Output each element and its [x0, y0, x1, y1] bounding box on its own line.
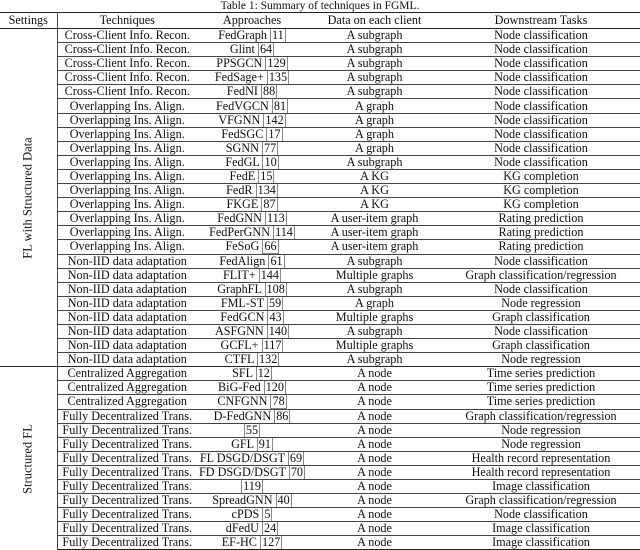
header-approaches: Approaches: [197, 13, 307, 29]
technique-cell: Centralized Aggregation: [57, 381, 197, 395]
summary-table: [0, 12, 640, 550]
approach-name: FedGCN: [220, 310, 265, 324]
data-cell: A subgraph: [307, 324, 442, 338]
citation-link[interactable]: 5: [264, 507, 271, 522]
technique-cell: Overlapping Ins. Align.: [57, 212, 197, 226]
approach-cell: [197, 465, 307, 479]
data-cell: A node: [307, 494, 442, 508]
approach-cell: [197, 155, 307, 169]
approach-cell: [197, 240, 307, 254]
citation-link[interactable]: 120: [265, 380, 284, 395]
table-row: [0, 339, 640, 353]
data-cell: A subgraph: [307, 155, 442, 169]
data-cell: A user-item graph: [307, 212, 442, 226]
approach-name: FedGraph: [218, 28, 267, 43]
approach-name: CTFL: [224, 352, 254, 367]
technique-cell: Overlapping Ins. Align.: [57, 113, 197, 127]
approach-name: PPSGCN: [216, 56, 263, 71]
data-cell: A node: [307, 480, 442, 494]
technique-cell: Centralized Aggregation: [57, 367, 197, 381]
approach-cell: [197, 127, 307, 141]
citation-link[interactable]: 59: [268, 296, 282, 310]
approach-name: GFL: [231, 437, 254, 451]
approach-name: FedNI: [226, 84, 258, 99]
data-cell: A user-item graph: [307, 240, 442, 254]
approach-name: D-FedGNN: [213, 409, 272, 423]
task-cell: Rating prediction: [442, 212, 640, 226]
approach-name: FeSoG: [225, 239, 260, 254]
task-cell: Graph classification: [442, 310, 640, 324]
technique-cell: Fully Decentralized Trans.: [57, 437, 197, 451]
citation-link[interactable]: 77: [264, 141, 277, 155]
citation-link[interactable]: 140: [268, 324, 288, 339]
table-row: [0, 169, 640, 183]
data-cell: A node: [307, 508, 442, 522]
header-tasks: Downstream Tasks: [442, 13, 640, 29]
task-cell: Node classification: [442, 254, 640, 268]
task-cell: Graph classification: [442, 339, 640, 353]
data-cell: A graph: [307, 127, 442, 141]
technique-cell: Non-IID data adaptation: [57, 339, 197, 353]
data-cell: A subgraph: [307, 353, 442, 367]
data-cell: A graph: [307, 113, 442, 127]
approach-cell: [197, 57, 307, 71]
approach-name: FedAlign: [219, 254, 266, 268]
task-cell: Time series prediction: [442, 381, 640, 395]
approach-cell: [197, 324, 307, 338]
approach-name: GraphFL: [217, 282, 262, 296]
task-cell: Image classification: [442, 480, 640, 494]
approach-name: FL DSGD/DSGT: [199, 451, 285, 465]
approach-name: FedVGCN: [215, 98, 269, 113]
citation-link[interactable]: 69: [289, 451, 303, 465]
table-row: [0, 296, 640, 310]
task-cell: KG completion: [442, 198, 640, 212]
data-cell: Multiple graphs: [307, 268, 442, 282]
approach-name: FedGNN: [217, 211, 262, 226]
technique-cell: Fully Decentralized Trans.: [57, 451, 197, 465]
data-cell: A node: [307, 437, 442, 451]
table-row: [0, 43, 640, 57]
data-cell: A graph: [307, 296, 442, 310]
data-cell: A subgraph: [307, 85, 442, 99]
task-cell: Node classification: [442, 71, 640, 85]
citation-link[interactable]: 119: [243, 479, 261, 494]
table-row: [0, 395, 640, 409]
technique-cell: Cross-Client Info. Recon.: [57, 29, 197, 43]
table-row: [0, 113, 640, 127]
data-cell: A subgraph: [307, 57, 442, 71]
approach-name: EF-HC: [221, 535, 257, 550]
approach-name: SGNN: [225, 141, 259, 155]
approach-name: FML-ST: [220, 296, 264, 310]
approach-name: FedGL: [225, 155, 260, 169]
technique-cell: Fully Decentralized Trans.: [57, 522, 197, 536]
task-cell: Node classification: [442, 85, 640, 99]
data-cell: A node: [307, 522, 442, 536]
data-cell: Multiple graphs: [307, 339, 442, 353]
approach-name: FedPerGNN: [209, 225, 271, 240]
task-cell: KG completion: [442, 184, 640, 198]
approach-cell: [197, 367, 307, 381]
task-cell: Node classification: [442, 99, 640, 113]
data-cell: A graph: [307, 141, 442, 155]
technique-cell: Fully Decentralized Trans.: [57, 423, 197, 437]
approach-name: ASFGNN: [214, 324, 264, 339]
approach-cell: [197, 480, 307, 494]
technique-cell: Overlapping Ins. Align.: [57, 198, 197, 212]
citation-link[interactable]: 142: [265, 113, 284, 127]
approach-name: BiG-Fed: [218, 380, 261, 395]
table-row: [0, 155, 640, 169]
approach-cell: [197, 494, 307, 508]
approach-cell: [197, 409, 307, 423]
approach-name: VFGNN: [218, 113, 261, 127]
technique-cell: Fully Decentralized Trans.: [57, 409, 197, 423]
citation-link[interactable]: 64: [259, 42, 273, 57]
task-cell: Image classification: [442, 536, 640, 550]
table-caption: Table 1: Summary of techniques in FGML.: [220, 0, 420, 12]
table-row: [0, 310, 640, 324]
citation-link[interactable]: 117: [263, 338, 282, 353]
data-cell: A KG: [307, 198, 442, 212]
approach-cell: [197, 71, 307, 85]
table-row: [0, 522, 640, 536]
citation-link[interactable]: 15: [260, 169, 273, 183]
header-settings: Settings: [0, 13, 57, 29]
task-cell: Node classification: [442, 282, 640, 296]
approach-name: dFedU: [225, 521, 259, 536]
approach-cell: [197, 451, 307, 465]
task-cell: Node classification: [442, 324, 640, 338]
citation-link[interactable]: 108: [266, 282, 285, 296]
approach-cell: [197, 141, 307, 155]
table-row: [0, 480, 640, 494]
technique-cell: Cross-Client Info. Recon.: [57, 43, 197, 57]
data-cell: A node: [307, 536, 442, 550]
citation-link[interactable]: 78: [272, 394, 285, 409]
data-cell: A subgraph: [307, 282, 442, 296]
header-techniques: Techniques: [57, 13, 197, 29]
citation-link[interactable]: 55: [245, 423, 259, 437]
technique-cell: Overlapping Ins. Align.: [57, 184, 197, 198]
table-row: [0, 353, 640, 367]
data-cell: A subgraph: [307, 43, 442, 57]
task-cell: Graph classification/regression: [442, 494, 640, 508]
approach-cell: [197, 254, 307, 268]
approach-cell: [197, 536, 307, 550]
technique-cell: Non-IID data adaptation: [57, 353, 197, 367]
citation-link[interactable]: 91: [258, 437, 271, 451]
technique-cell: Overlapping Ins. Align.: [57, 127, 197, 141]
setting-label: FL with Structured Data: [20, 136, 35, 259]
approach-name: cPDS: [231, 507, 260, 522]
data-cell: A user-item graph: [307, 226, 442, 240]
citation-link[interactable]: 40: [277, 493, 290, 508]
approach-name: SFL: [232, 366, 253, 381]
table-row: [0, 465, 640, 479]
task-cell: Node regression: [442, 296, 640, 310]
citation-link[interactable]: 129: [267, 56, 286, 71]
technique-cell: Fully Decentralized Trans.: [57, 508, 197, 522]
table-row: [0, 71, 640, 85]
table-row: [0, 226, 640, 240]
task-cell: Node regression: [442, 437, 640, 451]
approach-cell: [197, 423, 307, 437]
citation-link[interactable]: 10: [264, 155, 277, 169]
table-row: [0, 282, 640, 296]
approach-name: CNFGNN: [217, 394, 268, 409]
approach-cell: [197, 226, 307, 240]
technique-cell: Non-IID data adaptation: [57, 324, 197, 338]
data-cell: A KG: [307, 184, 442, 198]
data-cell: A node: [307, 451, 442, 465]
approach-cell: [197, 113, 307, 127]
approach-cell: [197, 522, 307, 536]
technique-cell: Cross-Client Info. Recon.: [57, 57, 197, 71]
technique-cell: Fully Decentralized Trans.: [57, 536, 197, 550]
task-cell: Rating prediction: [442, 240, 640, 254]
citation-link[interactable]: 87: [263, 197, 276, 212]
approach-name: SpreadGNN: [212, 493, 273, 508]
setting-cell: [0, 29, 57, 367]
approach-cell: [197, 99, 307, 113]
approach-name: FedSGC: [221, 127, 264, 141]
data-cell: A node: [307, 381, 442, 395]
task-cell: Node classification: [442, 57, 640, 71]
data-cell: A subgraph: [307, 71, 442, 85]
task-cell: Node classification: [442, 155, 640, 169]
table-row: [0, 508, 640, 522]
table-row: [0, 127, 640, 141]
task-cell: Node classification: [442, 127, 640, 141]
approach-cell: [197, 395, 307, 409]
table-row: [0, 423, 640, 437]
citation-link[interactable]: 43: [269, 310, 282, 324]
table-row: [0, 99, 640, 113]
approach-cell: [197, 29, 307, 43]
data-cell: A subgraph: [307, 29, 442, 43]
approach-cell: [197, 169, 307, 183]
task-cell: Rating prediction: [442, 226, 640, 240]
approach-cell: [197, 508, 307, 522]
approach-cell: [197, 268, 307, 282]
table-row: [0, 57, 640, 71]
technique-cell: Non-IID data adaptation: [57, 282, 197, 296]
task-cell: Node regression: [442, 423, 640, 437]
header-row: [0, 13, 640, 29]
approach-cell: [197, 381, 307, 395]
technique-cell: Fully Decentralized Trans.: [57, 494, 197, 508]
technique-cell: Fully Decentralized Trans.: [57, 480, 197, 494]
data-cell: A node: [307, 395, 442, 409]
technique-cell: Centralized Aggregation: [57, 395, 197, 409]
data-cell: A node: [307, 465, 442, 479]
approach-cell: [197, 212, 307, 226]
approach-cell: [197, 296, 307, 310]
table-row: [0, 437, 640, 451]
task-cell: Node regression: [442, 353, 640, 367]
approach-cell: [197, 282, 307, 296]
task-cell: Node classification: [442, 141, 640, 155]
approach-name: FedR: [226, 183, 253, 198]
task-cell: KG completion: [442, 169, 640, 183]
technique-cell: Non-IID data adaptation: [57, 296, 197, 310]
approach-cell: [197, 353, 307, 367]
task-cell: Graph classification/regression: [442, 409, 640, 423]
approach-name: FKGE: [226, 197, 259, 212]
approach-cell: [197, 198, 307, 212]
citation-link[interactable]: 114: [275, 225, 293, 240]
technique-cell: Non-IID data adaptation: [57, 310, 197, 324]
approach-cell: [197, 310, 307, 324]
technique-cell: Overlapping Ins. Align.: [57, 99, 197, 113]
data-cell: A node: [307, 423, 442, 437]
table-row: [0, 29, 640, 43]
citation-link[interactable]: 12: [257, 366, 270, 381]
table-row: [0, 198, 640, 212]
approach-name: GCFL+: [220, 338, 259, 353]
approach-cell: [197, 339, 307, 353]
citation-link[interactable]: 134: [257, 183, 276, 198]
data-cell: A node: [307, 409, 442, 423]
data-cell: Multiple graphs: [307, 310, 442, 324]
table-row: [0, 85, 640, 99]
technique-cell: Cross-Client Info. Recon.: [57, 71, 197, 85]
approach-name: Glint: [229, 42, 255, 57]
task-cell: Image classification: [442, 522, 640, 536]
citation-link[interactable]: 11: [272, 28, 284, 43]
approach-cell: [197, 43, 307, 57]
approach-cell: [197, 85, 307, 99]
approach-name: FD DSGD/DSGT: [198, 465, 286, 479]
task-cell: Node classification: [442, 113, 640, 127]
citation-link[interactable]: 70: [290, 465, 304, 479]
task-cell: Graph classification/regression: [442, 268, 640, 282]
technique-cell: Non-IID data adaptation: [57, 268, 197, 282]
approach-cell: [197, 437, 307, 451]
table-row: [0, 381, 640, 395]
technique-cell: Overlapping Ins. Align.: [57, 169, 197, 183]
task-cell: Node classification: [442, 508, 640, 522]
citation-link[interactable]: 132: [259, 352, 278, 367]
data-cell: A subgraph: [307, 254, 442, 268]
setting-cell: [0, 367, 57, 550]
setting-label: Structured FL: [20, 423, 35, 494]
citation-link[interactable]: 61: [270, 254, 283, 268]
data-cell: A KG: [307, 169, 442, 183]
citation-link[interactable]: 66: [264, 239, 277, 254]
task-cell: Node classification: [442, 29, 640, 43]
task-cell: Time series prediction: [442, 395, 640, 409]
table-row: [0, 141, 640, 155]
technique-cell: Fully Decentralized Trans.: [57, 465, 197, 479]
approach-cell: [197, 184, 307, 198]
table-row: [0, 367, 640, 381]
technique-cell: Overlapping Ins. Align.: [57, 226, 197, 240]
technique-cell: Cross-Client Info. Recon.: [57, 85, 197, 99]
table-row: [0, 494, 640, 508]
table-row: [0, 268, 640, 282]
task-cell: Health record representation: [442, 465, 640, 479]
citation-link[interactable]: 144: [260, 268, 279, 282]
citation-link[interactable]: 135: [268, 70, 288, 85]
table-row: [0, 240, 640, 254]
task-cell: Node classification: [442, 43, 640, 57]
technique-cell: Non-IID data adaptation: [57, 254, 197, 268]
data-cell: A node: [307, 367, 442, 381]
table-row: [0, 536, 640, 550]
table-row: [0, 184, 640, 198]
citation-link[interactable]: 88: [263, 84, 276, 99]
citation-link[interactable]: 127: [261, 535, 281, 550]
citation-link[interactable]: 24: [264, 521, 277, 536]
technique-cell: Overlapping Ins. Align.: [57, 155, 197, 169]
citation-link[interactable]: 113: [266, 211, 285, 226]
data-cell: A graph: [307, 99, 442, 113]
table-row: [0, 324, 640, 338]
task-cell: Time series prediction: [442, 367, 640, 381]
table-row: [0, 254, 640, 268]
approach-name: FLIT+: [223, 268, 256, 282]
header-data: Data on each client: [307, 13, 442, 29]
technique-cell: Overlapping Ins. Align.: [57, 240, 197, 254]
approach-name: FedE: [229, 169, 256, 183]
task-cell: Health record representation: [442, 451, 640, 465]
citation-link[interactable]: 81: [273, 98, 287, 113]
table-row: [0, 451, 640, 465]
technique-cell: Overlapping Ins. Align.: [57, 141, 197, 155]
citation-link[interactable]: 86: [276, 409, 289, 423]
approach-name: FedSage+: [214, 70, 264, 85]
table-row: [0, 212, 640, 226]
citation-link[interactable]: 17: [268, 127, 281, 141]
table-row: [0, 409, 640, 423]
